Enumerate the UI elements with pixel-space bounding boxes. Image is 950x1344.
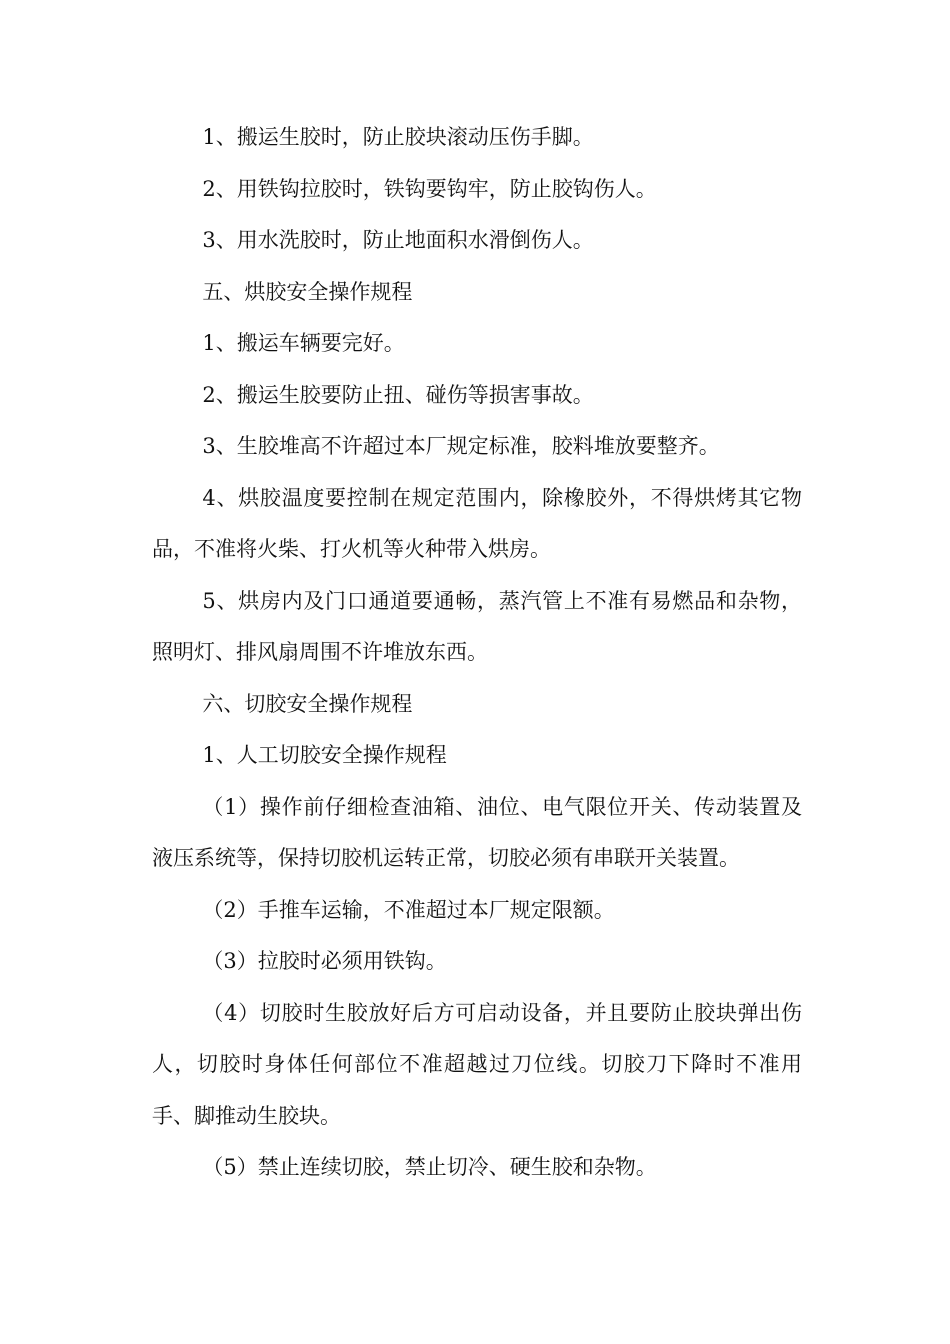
paragraph-item-3: 3、用水洗胶时，防止地面积水滑倒伤人。: [202, 228, 594, 252]
document-body: [152, 112, 802, 1194]
subsection-heading-6-1: 1、人工切胶安全操作规程: [202, 743, 447, 767]
paragraph-item-2: 2、用铁钩拉胶时，铁钩要钩牢，防止胶钩伤人。: [202, 176, 657, 201]
paragraph-item-6-1-5: （5）禁止连续切胶，禁止切冷、硬生胶和杂物。: [202, 1155, 657, 1179]
paragraph-item-6-1-1: （1）操作前仔细检查油箱、油位、电气限位开关、传动装置及液压系统等，保持切胶机运转正常，切胶必须有串联开关装置。: [152, 794, 802, 870]
paragraph-item-5-5: 5、烘房内及门口通道要通畅，蒸汽管上不准有易燃品和杂物，照明灯、排风扇周围不许堆放东西。: [152, 588, 802, 664]
section-heading-5: 五、烘胶安全操作规程: [202, 279, 413, 304]
paragraph-item-5-1: 1、搬运车辆要完好。: [202, 331, 405, 355]
paragraph-item-5-2: 2、搬运生胶要防止扭、碰伤等损害事故。: [202, 382, 594, 407]
paragraph-item-6-1-2: （2）手推车运输，不准超过本厂规定限额。: [202, 897, 615, 922]
paragraph-item-5-4: 4、烘胶温度要控制在规定范围内，除橡胶外，不得烘烤其它物品，不准将火柴、打火机等火种带入烘房。: [152, 485, 802, 561]
section-heading-6: 六、切胶安全操作规程: [202, 691, 413, 716]
paragraph-item-1: 1、搬运生胶时，防止胶块滚动压伤手脚。: [202, 125, 594, 149]
paragraph-item-6-1-4: （4）切胶时生胶放好后方可启动设备，并且要防止胶块弹出伤人，切胶时身体任何部位不准超越过刀位线。切胶刀下降时不准用手、脚推动生胶块。: [152, 1000, 802, 1128]
paragraph-item-6-1-3: （3）拉胶时必须用铁钩。: [202, 949, 447, 973]
paragraph-item-5-3: 3、生胶堆高不许超过本厂规定标准，胶料堆放要整齐。: [202, 434, 720, 458]
